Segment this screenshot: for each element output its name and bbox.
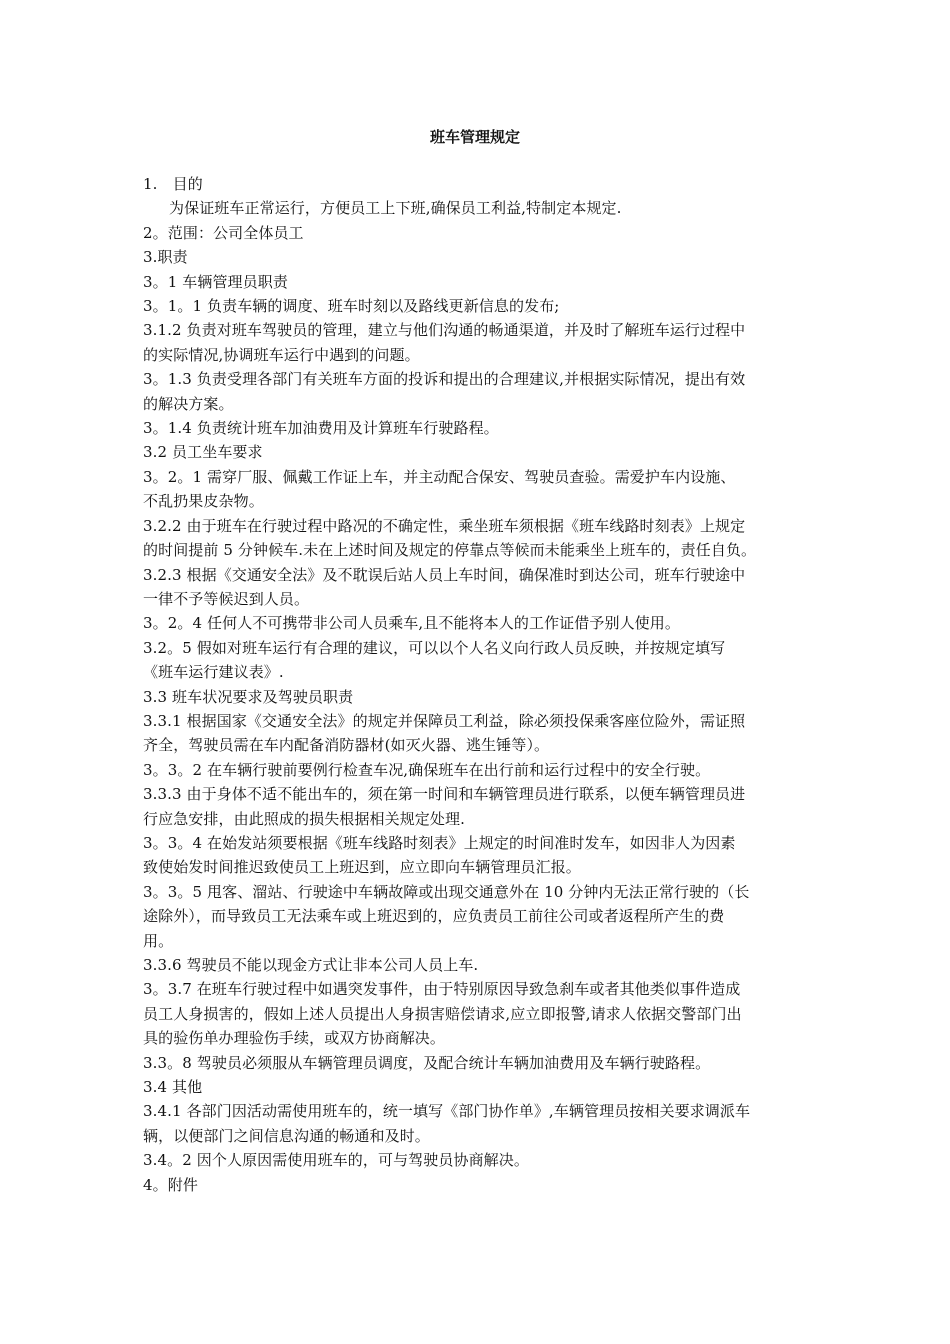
- paragraph-line: 《班车运行建议表》.: [143, 663, 284, 682]
- paragraph-line: 3。1。1 负责车辆的调度、班车时刻以及路线更新信息的发布;: [143, 297, 560, 316]
- paragraph-line: 的实际情况,协调班车运行中遇到的问题。: [143, 345, 420, 364]
- subsection-heading: 3。1 车辆管理员职责: [143, 272, 288, 291]
- paragraph-line: 的解决方案。: [143, 394, 234, 413]
- paragraph-line: 行应急安排，由此照成的损失根据相关规定处理.: [143, 809, 465, 828]
- subsection-heading: 3.2 员工坐车要求: [143, 443, 263, 462]
- paragraph-line: 3.1.2 负责对班车驾驶员的管理，建立与他们沟通的畅通渠道，并及时了解班车运行过程中: [143, 321, 746, 340]
- paragraph-line: 3。3.7 在班车行驶过程中如遇突发事件，由于特别原因导致急刹车或者其他类似事件造成: [143, 980, 741, 999]
- section-heading: 1. 目的: [143, 175, 203, 193]
- paragraph-line: 3。3。2 在车辆行驶前要例行检查车况,确保班车在出行前和运行过程中的安全行驶。: [143, 760, 711, 779]
- paragraph-line: 为保证班车正常运行，方便员工上下班,确保员工利益,特制定本规定.: [169, 199, 622, 218]
- paragraph-line: 3。1.4 负责统计班车加油费用及计算班车行驶路程。: [143, 419, 499, 438]
- paragraph-line: 3.4.1 各部门因活动需使用班车的，统一填写《部门协作单》,车辆管理员按相关要求调派车: [143, 1102, 751, 1121]
- paragraph-line: 3。2。4 任何人不可携带非公司人员乘车,且不能将本人的工作证借予别人使用。: [143, 614, 680, 633]
- paragraph-line: 一律不予等候迟到人员。: [143, 589, 310, 608]
- paragraph-line: 3.3。8 驾驶员必须服从车辆管理员调度，及配合统计车辆加油费用及车辆行驶路程。: [143, 1053, 711, 1072]
- paragraph-line: 3。2。1 需穿厂服、佩戴工作证上车，并主动配合保安、驾驶员查验。需爱护车内设施、: [143, 467, 736, 486]
- document-body: [143, 172, 808, 1197]
- paragraph-line: 齐全，驾驶员需在车内配备消防器材(如灭火器、逃生锤等）。: [143, 736, 550, 755]
- document-title: 班车管理规定: [429, 128, 520, 146]
- paragraph-line: 3.3.6 驾驶员不能以现金方式让非本公司人员上车.: [143, 956, 479, 974]
- section-heading: 2。范围：公司全体员工: [143, 223, 304, 242]
- paragraph-line: 3.4。2 因个人原因需使用班车的，可与驾驶员协商解决。: [143, 1151, 529, 1170]
- paragraph-line: 员工人身损害的，假如上述人员提出人身损害赔偿请求,应立即报警,请求人依据交警部门出: [143, 1004, 742, 1023]
- subsection-heading: 3.4 其他: [143, 1078, 203, 1097]
- paragraph-line: 具的验伤单办理验伤手续，或双方协商解决。: [143, 1029, 446, 1048]
- paragraph-line: 3。1.3 负责受理各部门有关班车方面的投诉和提出的合理建议,并根据实际情况，提出有效: [143, 370, 746, 389]
- paragraph-line: 致使始发时间推迟致使员工上班迟到，应立即向车辆管理员汇报。: [143, 858, 581, 877]
- paragraph-line: 辆，以便部门之间信息沟通的畅通和及时。: [143, 1126, 430, 1145]
- paragraph-line: 3.2.2 由于班车在行驶过程中路况的不确定性，乘坐班车须根据《班车线路时刻表》上规定: [143, 516, 746, 535]
- paragraph-line: 用。: [143, 931, 174, 950]
- paragraph-line: 3.2.3 根据《交通安全法》及不耽误后站人员上车时间，确保准时到达公司，班车行驶途中: [143, 565, 746, 584]
- paragraph-line: 的时间提前 5 分钟候车.未在上述时间及规定的停靠点等候而未能乘坐上班车的，责任自负。: [143, 541, 757, 560]
- paragraph-line: 3.3.3 由于身体不适不能出车的，须在第一时间和车辆管理员进行联系，以便车辆管理员进: [143, 785, 746, 804]
- paragraph-line: 途除外），而导致员工无法乘车或上班迟到的，应负责员工前往公司或者返程所产生的费: [143, 907, 725, 926]
- subsection-heading: 3.3 班车状况要求及驾驶员职责: [143, 687, 354, 706]
- paragraph-line: 3.2。5 假如对班车运行有合理的建议，可以以个人名义向行政人员反映，并按规定填写: [143, 638, 726, 657]
- paragraph-line: 3.3.1 根据国家《交通安全法》的规定并保障员工利益，除必须投保乘客座位险外，需证照: [143, 711, 746, 730]
- paragraph-line: 不乱扔果皮杂物。: [143, 492, 264, 511]
- paragraph-line: 3。3。4 在始发站须要根据《班车线路时刻表》上规定的时间准时发车，如因非人为因素: [143, 833, 736, 852]
- section-heading: 4。附件: [143, 1175, 198, 1194]
- section-heading: 3.职责: [143, 248, 188, 267]
- paragraph-line: 3。3。5 甩客、溜站、行驶途中车辆故障或出现交通意外在 10 分钟内无法正常行驶的（长: [143, 882, 750, 901]
